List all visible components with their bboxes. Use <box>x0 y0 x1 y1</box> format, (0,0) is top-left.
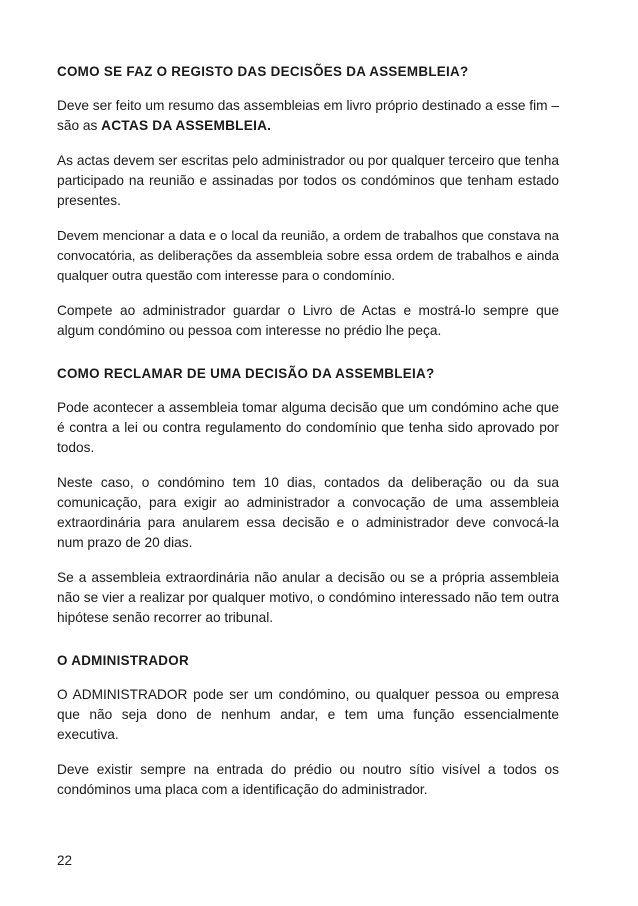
document-page <box>57 62 559 823</box>
section-heading: O ADMINISTRADOR <box>57 653 189 668</box>
paragraph: Neste caso, o condómino tem 10 dias, contados da deliberação ou da sua comunicação, para exigir ao administrador a convocação de uma assembleia extraordinária para anularem essa decisão e o administrador deve convocá-la num prazo de 20 dias. <box>57 475 559 550</box>
page-number: 22 <box>57 853 73 868</box>
section-registo-decisoes <box>57 62 559 341</box>
paragraph: Se a assembleia extraordinária não anular a decisão ou se a própria assembleia não se vier a realizar por qualquer motivo, o condómino interessado não tem outra hipótese senão recorrer ao tribunal. <box>57 570 559 625</box>
paragraph-bold-text: ACTAS DA ASSEMBLEIA. <box>101 118 272 133</box>
paragraph: Pode acontecer a assembleia tomar alguma decisão que um condómino ache que é contra a lei ou contra regulamento do condomínio que tenha sido aprovado por todos. <box>57 400 559 455</box>
paragraph: Devem mencionar a data e o local da reunião, a ordem de trabalhos que constava na convocatória, as deliberações da assembleia sobre essa ordem de trabalhos e ainda qualquer outra questão com interesse para o condomínio. <box>57 228 559 283</box>
paragraph: Compete ao administrador guardar o Livro de Actas e mostrá-lo sempre que algum condómino ou pessoa com interesse no prédio lhe peça. <box>57 303 559 338</box>
paragraph: Deve existir sempre na entrada do prédio ou noutro sítio visível a todos os condóminos uma placa com a identificação do administrador. <box>57 762 559 797</box>
section-heading: COMO SE FAZ O REGISTO DAS DECISÕES DA ASSEMBLEIA? <box>57 64 469 79</box>
section-administrador <box>57 651 559 800</box>
paragraph <box>57 96 559 136</box>
paragraph-text: Deve ser feito um resumo das assembleias em livro próprio destinado a esse fim – são as <box>57 98 559 133</box>
section-heading: COMO RECLAMAR DE UMA DECISÃO DA ASSEMBLEIA? <box>57 366 435 381</box>
paragraph: O ADMINISTRADOR pode ser um condómino, ou qualquer pessoa ou empresa que não seja dono de nenhum andar, e tem uma função essencialmente executiva. <box>57 687 559 742</box>
section-reclamar-decisao <box>57 364 559 628</box>
paragraph: As actas devem ser escritas pelo administrador ou por qualquer terceiro que tenha participado na reunião e assinadas por todos os condóminos que tenham estado presentes. <box>57 153 559 208</box>
